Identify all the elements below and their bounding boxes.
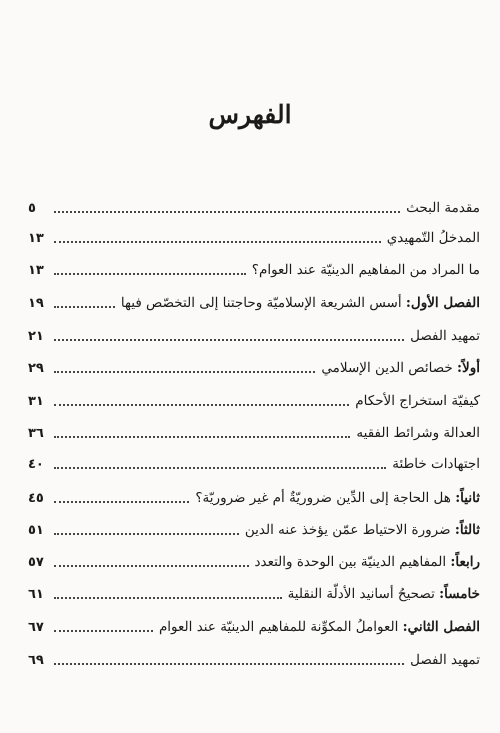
toc-dot-leader — [54, 531, 239, 535]
toc-entry — [28, 258, 480, 282]
toc-entry-label — [406, 200, 480, 216]
toc-dot-leader — [54, 595, 282, 599]
toc-entry-text: مقدمة البحث — [406, 200, 480, 216]
toc-page-number: ٤٥ — [28, 490, 44, 506]
toc-entry-prefix: ثانياً: — [455, 490, 480, 506]
toc-entry-text: المدخلُ التّمهيدي — [386, 230, 480, 246]
toc-entry-text: أسس الشريعة الإسلاميّة وحاجتنا إلى التخصّص فيها — [120, 295, 406, 311]
toc-page-number: ٦٧ — [28, 619, 44, 635]
toc-entry-label — [355, 393, 480, 409]
toc-page-number: ٥١ — [28, 522, 44, 538]
toc-entry-prefix: الفصل الأول: — [405, 295, 480, 311]
toc-page-number: ١٣ — [28, 230, 44, 246]
toc-page-number: ٣٦ — [28, 425, 44, 441]
toc-dot-leader — [54, 271, 246, 275]
toc-entry-label — [392, 456, 480, 472]
toc-page-number: ٦٩ — [28, 652, 44, 668]
toc-entry-label — [195, 490, 480, 506]
toc-entry-label — [288, 586, 480, 602]
toc-entry-text: تمهيد الفصل — [410, 652, 480, 668]
toc-page-number: ٢١ — [28, 328, 44, 344]
toc-entry — [28, 615, 480, 639]
toc-entry-text: العواملُ المكوِّنة للمفاهيم الدينيّة عند العوام — [158, 619, 403, 635]
toc-entry — [28, 226, 480, 250]
toc-page-number: ٥ — [28, 200, 36, 216]
toc-entry — [28, 550, 480, 574]
toc-entry-label — [121, 295, 480, 311]
toc-entry — [28, 648, 480, 672]
toc-entry-text: تصحيحُ أسانيد الأدلّة النقلية — [287, 586, 440, 602]
toc-entry — [28, 356, 480, 380]
toc-entry-prefix: أولاً: — [457, 360, 480, 376]
toc-entry-text: المفاهيم الدينيّة بين الوحدة والتعدد — [254, 554, 451, 570]
toc-dot-leader — [54, 499, 189, 503]
page-title: الفهرس — [208, 100, 292, 129]
toc-entry-prefix: الفصل الثاني: — [402, 619, 480, 635]
toc-entry-prefix: رابعاً: — [450, 554, 480, 570]
toc-entry — [28, 486, 480, 510]
toc-entry — [28, 324, 480, 348]
toc-entry — [28, 452, 480, 476]
toc-entry — [28, 582, 480, 606]
toc-dot-leader — [54, 628, 153, 632]
toc-page-number: ٢٩ — [28, 360, 44, 376]
toc-entry-prefix: ثالثاً: — [454, 522, 480, 538]
toc-entry — [28, 196, 480, 220]
toc-dot-leader — [54, 369, 315, 373]
toc-dot-leader — [54, 434, 350, 438]
toc-entry-label — [410, 652, 480, 668]
toc-page-number: ٦١ — [28, 586, 44, 602]
toc-dot-leader — [54, 239, 381, 243]
toc-entry-text: اجتهادات خاطئة — [392, 456, 480, 472]
toc-dot-leader — [54, 661, 404, 665]
toc-page-number: ١٩ — [28, 295, 44, 311]
toc-entry-label — [356, 425, 480, 441]
toc-dot-leader — [54, 563, 249, 567]
toc-dot-leader — [54, 465, 386, 469]
toc-page-number: ٤٠ — [28, 456, 44, 472]
toc-entry — [28, 421, 480, 445]
toc-entry-label — [252, 262, 480, 278]
toc-entry-prefix: خامساً: — [439, 586, 480, 602]
toc-entry-label — [410, 328, 480, 344]
toc-dot-leader — [54, 337, 404, 341]
toc-entry-text: العدالة وشرائط الفقيه — [356, 425, 480, 441]
toc-entry-text: خصائص الدين الإسلامي — [321, 360, 458, 376]
toc-entry-text: هل الحاجة إلى الدِّين ضروريّةٌ أم غير ضروريّة؟ — [195, 490, 456, 506]
toc-entry-label — [245, 522, 480, 538]
toc-entry-label — [387, 230, 480, 246]
toc-page-number: ٥٧ — [28, 554, 44, 570]
toc-page-number: ٣١ — [28, 393, 44, 409]
toc-dot-leader — [54, 304, 115, 308]
toc-dot-leader — [54, 209, 400, 213]
toc-entry-text: ضرورة الاحتياط عمّن يؤخذ عنه الدين — [244, 522, 455, 538]
toc-entry-label — [321, 360, 480, 376]
toc-entry-text: كيفيّة استخراج الأحكام — [355, 393, 480, 409]
toc-entry-text: تمهيد الفصل — [410, 328, 480, 344]
toc-entry — [28, 291, 480, 315]
toc-entry — [28, 389, 480, 413]
toc-page-number: ١٣ — [28, 262, 44, 278]
toc-entry-label — [159, 619, 480, 635]
toc-entry-text: ما المراد من المفاهيم الدينيّة عند العوام؟ — [251, 262, 480, 278]
toc-dot-leader — [54, 402, 349, 406]
toc-entry — [28, 518, 480, 542]
toc-entry-label — [255, 554, 481, 570]
